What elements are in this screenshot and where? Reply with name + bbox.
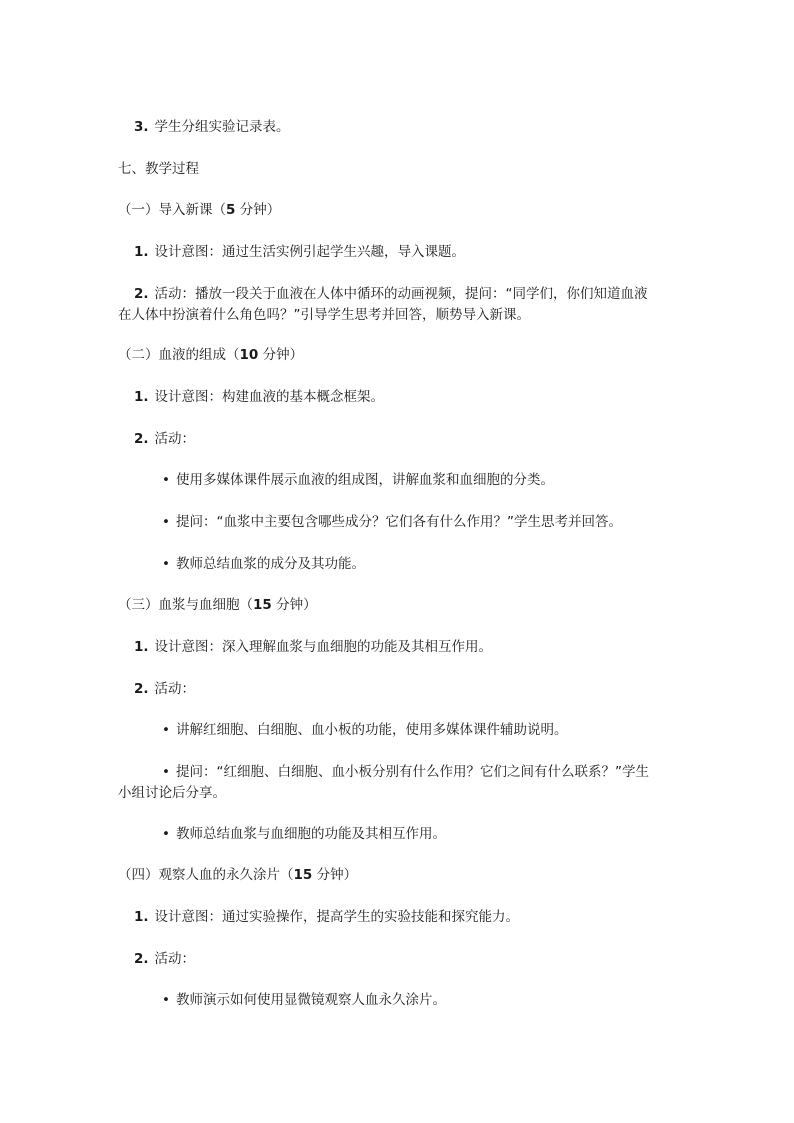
list-item bbox=[134, 637, 492, 657]
heading-text: （四）观察人血的永久涂片（ bbox=[118, 867, 294, 883]
bullet-text: 讲解红细胞、白细胞、血小板的功能，使用多媒体课件辅助说明。 bbox=[175, 722, 568, 738]
heading-text: （一）导入新课（ bbox=[118, 202, 226, 218]
list-item bbox=[134, 679, 195, 699]
heading-text-suffix: 分钟） bbox=[312, 867, 358, 883]
list-text: 设计意图：深入理解血浆与血细胞的功能及其相互作用。 bbox=[154, 639, 493, 655]
bullet-text: 教师演示如何使用显微镜观察人血永久涂片。 bbox=[175, 992, 446, 1008]
bullet-icon: • bbox=[162, 764, 170, 780]
bullet-item bbox=[162, 762, 649, 782]
list-item-continuation bbox=[118, 305, 530, 325]
list-item bbox=[134, 387, 384, 407]
bullet-text: 提问：“红细胞、白细胞、血小板分别有什么作用？它们之间有什么联系？”学生 bbox=[175, 764, 649, 780]
list-text: 学生分组实验记录表。 bbox=[154, 119, 290, 135]
bullet-item bbox=[162, 554, 365, 574]
bullet-icon: • bbox=[162, 722, 170, 738]
heading-text-suffix: 分钟） bbox=[271, 597, 317, 613]
list-text-continuation: 在人体中扮演着什么角色吗？”引导学生思考并回答，顺势导入新课。 bbox=[118, 307, 530, 323]
bullet-icon: • bbox=[162, 556, 170, 572]
list-number: 2. bbox=[134, 951, 149, 967]
subsection-heading bbox=[118, 345, 303, 365]
bullet-icon: • bbox=[162, 992, 170, 1008]
heading-minutes: 10 bbox=[239, 347, 259, 363]
list-text: 活动： bbox=[154, 681, 196, 697]
heading-text-suffix: 分钟） bbox=[258, 347, 304, 363]
subsection-heading bbox=[118, 595, 317, 615]
list-text: 设计意图：通过实验操作，提高学生的实验技能和探究能力。 bbox=[154, 909, 520, 925]
list-item bbox=[134, 242, 465, 262]
list-number: 2. bbox=[134, 431, 149, 447]
heading-text: （二）血液的组成（ bbox=[118, 347, 240, 363]
heading-text: （三）血浆与血细胞（ bbox=[118, 597, 253, 613]
list-text: 设计意图：构建血液的基本概念框架。 bbox=[154, 389, 385, 405]
list-number: 2. bbox=[134, 681, 149, 697]
list-item bbox=[134, 907, 519, 927]
list-text: 设计意图：通过生活实例引起学生兴趣，导入课题。 bbox=[154, 244, 466, 260]
heading-text-suffix: 分钟） bbox=[235, 202, 281, 218]
list-number: 1. bbox=[134, 909, 149, 925]
bullet-text-continuation: 小组讨论后分享。 bbox=[118, 785, 226, 801]
bullet-text: 教师总结血浆与血细胞的功能及其相互作用。 bbox=[175, 826, 446, 842]
list-item bbox=[134, 949, 195, 969]
bullet-icon: • bbox=[162, 514, 170, 530]
heading-minutes: 5 bbox=[226, 202, 236, 218]
bullet-icon: • bbox=[162, 472, 170, 488]
list-text: 活动： bbox=[154, 431, 196, 447]
list-number: 1. bbox=[134, 639, 149, 655]
subsection-heading bbox=[118, 200, 280, 220]
list-number: 1. bbox=[134, 389, 149, 405]
heading-minutes: 15 bbox=[253, 597, 272, 613]
bullet-text: 使用多媒体课件展示血液的组成图，讲解血浆和血细胞的分类。 bbox=[175, 472, 554, 488]
list-item bbox=[134, 429, 195, 449]
bullet-item bbox=[162, 824, 446, 844]
list-item bbox=[134, 117, 290, 137]
bullet-item bbox=[162, 470, 554, 490]
bullet-item bbox=[162, 512, 622, 532]
bullet-text: 教师总结血浆的成分及其功能。 bbox=[175, 556, 365, 572]
section-heading-text: 七、教学过程 bbox=[118, 161, 199, 177]
list-text: 活动： bbox=[154, 951, 196, 967]
bullet-text: 提问：“血浆中主要包含哪些成分？它们各有什么作用？”学生思考并回答。 bbox=[175, 514, 622, 530]
bullet-item bbox=[162, 720, 567, 740]
section-heading bbox=[118, 159, 199, 179]
bullet-icon: • bbox=[162, 826, 170, 842]
subsection-heading bbox=[118, 865, 357, 885]
bullet-item bbox=[162, 990, 446, 1010]
heading-minutes: 15 bbox=[293, 867, 313, 883]
bullet-item-continuation bbox=[118, 783, 226, 803]
list-item bbox=[134, 284, 648, 304]
list-number: 3. bbox=[134, 119, 149, 135]
list-number: 1. bbox=[134, 244, 149, 260]
list-text: 活动：播放一段关于血液在人体中循环的动画视频，提问：“同学们，你们知道血液 bbox=[154, 286, 648, 302]
list-number: 2. bbox=[134, 286, 149, 302]
